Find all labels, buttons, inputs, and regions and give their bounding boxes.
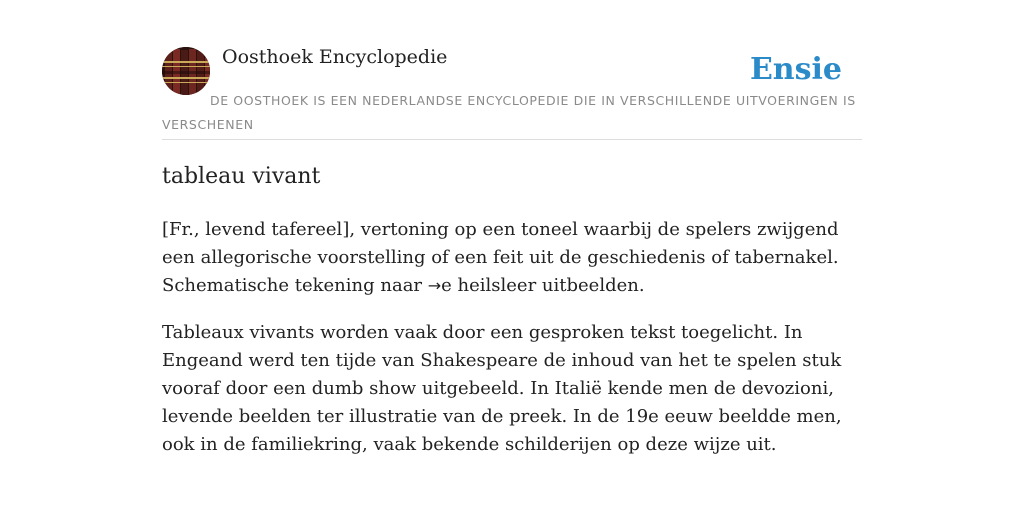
paragraph-1-text-before: [Fr., levend tafereel], vertoning op een toneel waarbij de spelers zwijgend een allegorische voorstelling of een feit uit de geschiedenis of tabernakel. Schematische tekening naar bbox=[162, 219, 839, 296]
encyclopedia-books-icon bbox=[162, 47, 210, 95]
header-divider bbox=[162, 139, 862, 140]
avatar[interactable] bbox=[162, 47, 210, 95]
entry-paragraph-1 bbox=[162, 216, 862, 300]
entry-paragraph-2: Tableaux vivants worden vaak door een gesproken tekst toegelicht. In Engeand werd ten tijde van Shakespeare de inhoud van het te spelen stuk vooraf door een dumb show uitgebeeld. In Italië kende men de devozioni, levende beelden ter illustratie van de preek. In de 19e eeuw beeldde men, ook in de familiekring, vaak bekende schilderijen op deze wijze uit. bbox=[162, 322, 842, 455]
entry-title: tableau vivant bbox=[162, 164, 321, 189]
site-title[interactable]: Oosthoek Encyclopedie bbox=[222, 46, 448, 68]
entry-content bbox=[162, 216, 862, 478]
paragraph-1-text-after: e heilsleer uitbeelden. bbox=[441, 275, 645, 296]
site-tagline: DE OOSTHOEK IS EEN NEDERLANDSE ENCYCLOPEDIE DIE IN VERSCHILLENDE UITVOERINGEN IS VERSCHENEN bbox=[162, 93, 856, 132]
brand-logo[interactable]: Ensie bbox=[749, 52, 842, 87]
cross-reference-arrow-icon[interactable]: → bbox=[427, 276, 442, 295]
